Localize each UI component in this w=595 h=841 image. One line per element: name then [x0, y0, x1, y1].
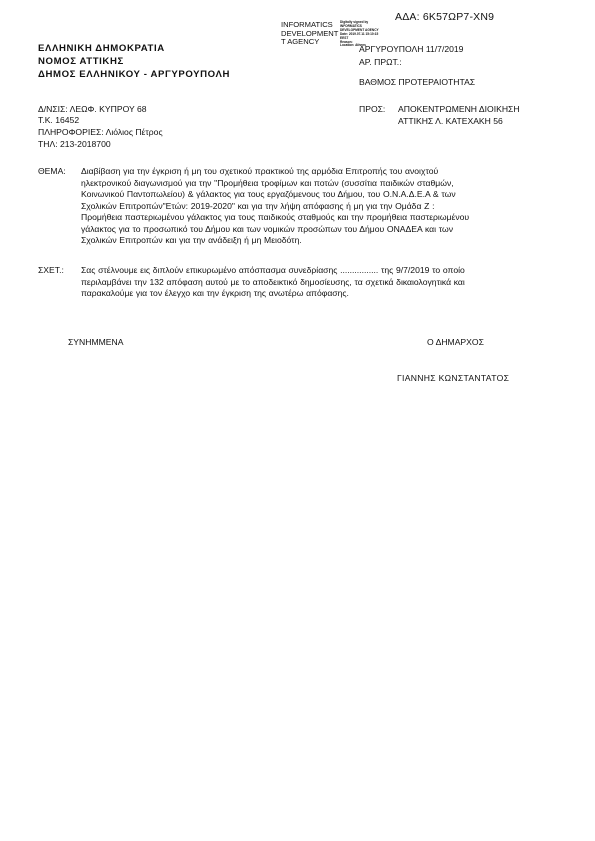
header-prefecture: ΝΟΜΟΣ ΑΤΤΙΚΗΣ: [38, 56, 124, 67]
signature-stamp-name: [281, 21, 338, 47]
protocol-number: ΑΡ. ΠΡΩΤ.:: [359, 57, 402, 67]
sender-info: ΠΛΗΡΟΦΟΡΙΕΣ: Λιόλιος Πέτρος: [38, 127, 163, 137]
stamp-detail-line: INFORMATICS: [340, 23, 362, 28]
subject-line: Διαβίβαση για την έγκριση ή μη του σχετικού πρακτικού της αρμόδια Επιτροπής του ανοιχτού: [81, 166, 439, 176]
subject-line: Σχολικών Επιτροπών και για την ανάδειξη ή μη Μειοδότη.: [81, 235, 302, 245]
subject-line: γάλακτος για το προσωπικό του Δήμου και των νομικών προσώπων του Δήμου ΟΝΑΔΕΑ και των: [81, 223, 453, 234]
header-republic: ΕΛΛΗΝΙΚΗ ΔΗΜΟΚΡΑΤΙΑ: [38, 43, 165, 54]
subject-line: Κοινωνικού Παντοπωλείου) & γάλακτος για τους εργαζόμενους του Δήμου, του Ο.Ν.Α.Δ.Ε.Α & των: [81, 189, 456, 199]
reference-line: περιλαμβάνει την 132 απόφαση αυτού με το αποδεικτικό δημοσίευσης, τα σχετικά δικαιολογητικά και: [81, 276, 465, 287]
stamp-line: INFORMATICS: [281, 20, 333, 29]
sender-postcode: Τ.Κ. 16452: [38, 115, 80, 125]
city-date: ΑΡΓΥΡΟΥΠΟΛΗ 11/7/2019: [359, 44, 464, 54]
sender-address: Δ/ΝΣΙΣ: ΛΕΩΦ. ΚΥΠΡΟΥ 68: [38, 104, 147, 114]
priority-level: ΒΑΘΜΟΣ ΠΡΟΤΕΡΑΙΟΤΗΤΑΣ: [359, 77, 476, 87]
stamp-detail-line: DEVELOPMENT AGENCY: [340, 27, 379, 32]
ada-code: ΑΔΑ: 6Κ57ΩΡ7-ΧΝ9: [395, 11, 495, 23]
stamp-line: DEVELOPMENT: [281, 28, 339, 38]
subject-line: Προμήθεια παστεριωμένου γάλακτος για τους παιδικούς σταθμούς και την προμήθεια παστεριωμένου: [81, 212, 470, 222]
stamp-detail-line: Location: Athens: [340, 43, 366, 48]
stamp-detail-line: Reason:: [340, 39, 353, 44]
subject-line: Σχολικών Επιτροπών"Ετών: 2019-2020" και για την λήψη απόφασης ή μη για την Ομάδα Ζ :: [81, 200, 435, 211]
recipient-line: ΑΠΟΚΕΝΤΡΩΜΕΝΗ ΔΙΟΙΚΗΣΗ: [398, 104, 520, 114]
reference-line: παρακαλούμε για τον έλεγχο και την έγκριση της ανωτέρω απόφασης.: [81, 288, 349, 298]
subject-label: ΘΕΜΑ:: [38, 166, 66, 176]
stamp-detail-line: Digitally signed by: [340, 20, 369, 24]
subject-line: ηλεκτρονικού διαγωνισμού για την "Προμήθεια τροφίμων και ποτών (συσσίτια παιδικών σταθμών,: [81, 177, 454, 188]
reference-label: ΣΧΕΤ.:: [38, 265, 64, 275]
stamp-line: T AGENCY: [281, 37, 320, 47]
reference-text: [81, 265, 561, 300]
reference-line: Σας στέλνουμε εις διπλούν επικυρωμένο απόσπασμα συνεδρίασης ................ της 9/7/2019 το οποίο: [81, 265, 465, 275]
sender-phone: ΤΗΛ: 213-2018700: [38, 139, 111, 149]
mayor-title: Ο ΔΗΜΑΡΧΟΣ: [427, 337, 484, 347]
attachments-label: ΣΥΝΗΜΜΕΝΑ: [68, 337, 124, 347]
recipient-line: ΑΤΤΙΚΗΣ Λ. ΚΑΤΕΧΑΚΗ 56: [398, 116, 503, 126]
header-municipality: ΔΗΜΟΣ ΕΛΛΗΝΙΚΟΥ - ΑΡΓΥΡΟΥΠΟΛΗ: [38, 69, 231, 80]
mayor-name: ΓΙΑΝΝΗΣ ΚΩΝΣΤΑΝΤΑΤΟΣ: [397, 373, 510, 383]
recipient-label: ΠΡΟΣ:: [359, 104, 386, 114]
stamp-detail-line: EEST: [340, 35, 349, 40]
stamp-detail-line: Date: 2019.07.11 15:10:15: [340, 31, 379, 36]
subject-text: [81, 166, 561, 247]
